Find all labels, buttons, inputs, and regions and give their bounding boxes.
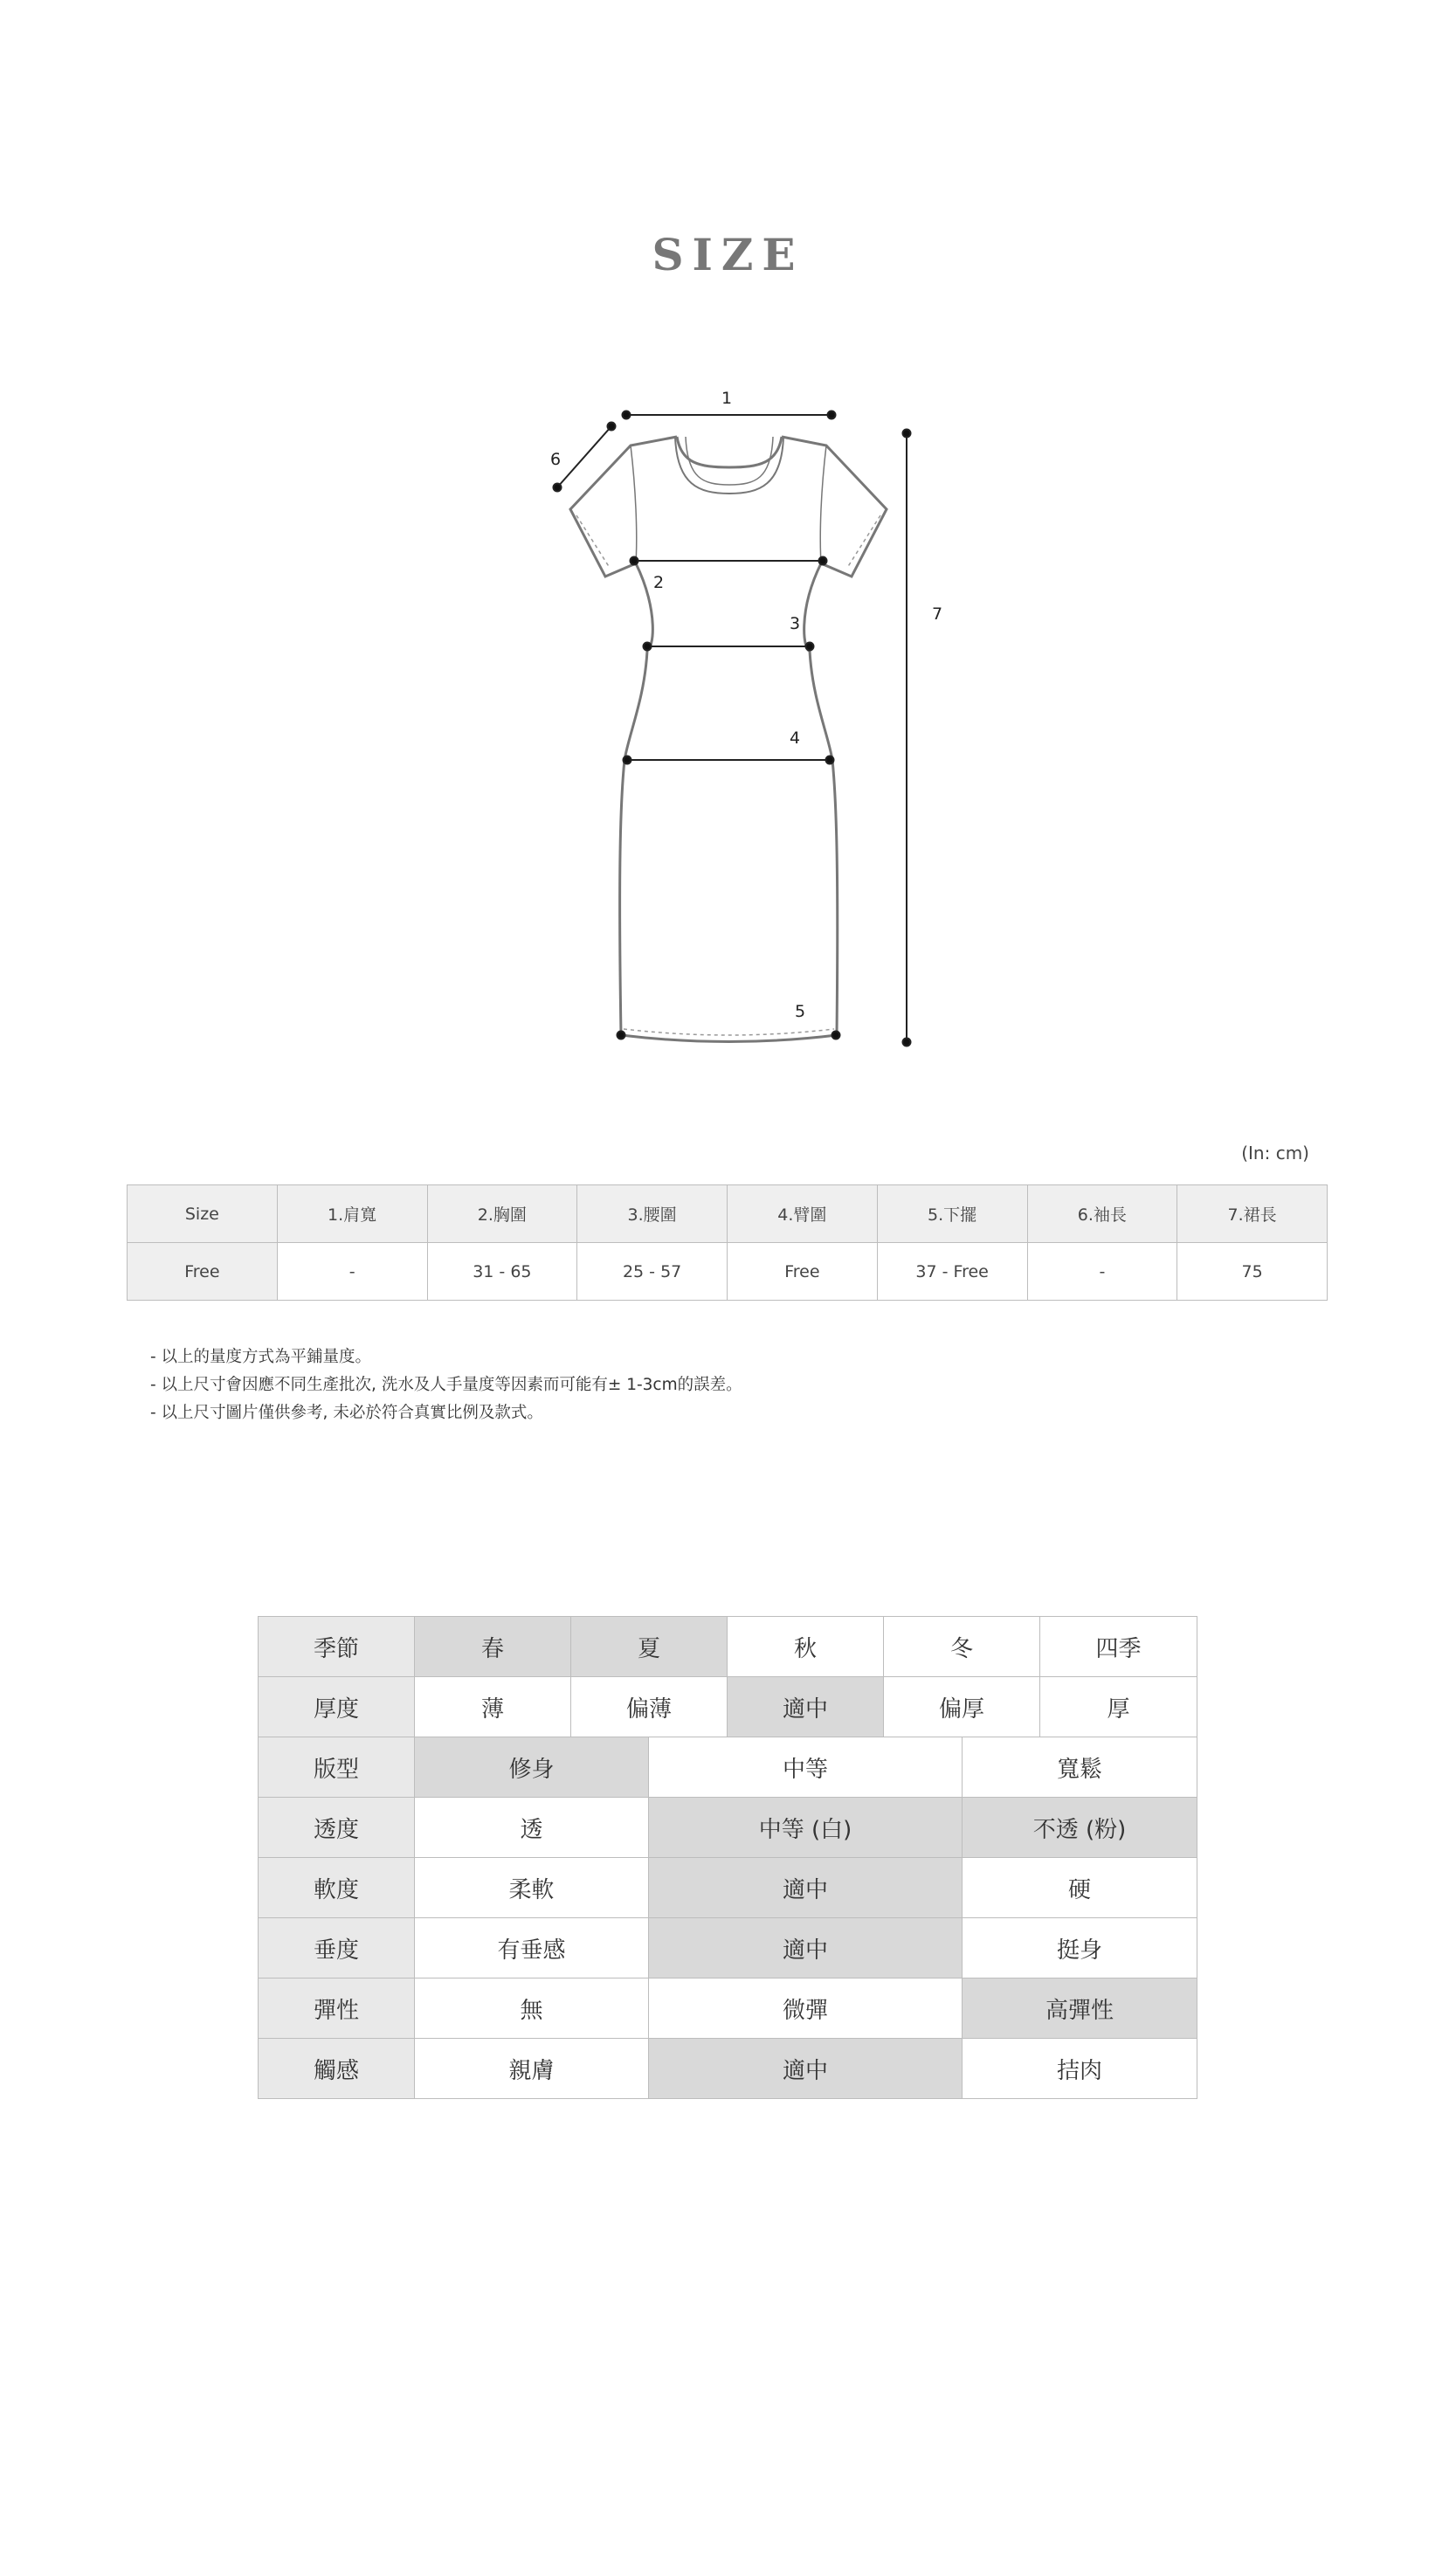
size-header-cell: 1.肩寬	[277, 1185, 427, 1243]
attribute-row	[259, 1858, 1197, 1918]
size-header-cell: 4.臂圍	[728, 1185, 878, 1243]
attribute-option: 柔軟	[415, 1858, 649, 1918]
attribute-label: 彈性	[259, 1978, 415, 2039]
attribute-label: 軟度	[259, 1858, 415, 1918]
page-title: SIZE	[652, 229, 804, 280]
note-line: - 以上尺寸會因應不同生產批次, 洗水及人手量度等因素而可能有± 1-3cm的誤差。	[150, 1376, 742, 1394]
attribute-label: 透度	[259, 1798, 415, 1858]
attribute-option-selected: 中等 (白)	[649, 1798, 963, 1858]
attribute-option-selected: 不透 (粉)	[963, 1798, 1197, 1858]
attribute-option: 偏厚	[884, 1677, 1040, 1737]
attribute-option: 中等	[649, 1737, 963, 1798]
size-cell: 75	[1177, 1243, 1328, 1301]
attribute-option-selected: 適中	[728, 1677, 884, 1737]
measure-dot	[618, 1032, 625, 1039]
attribute-option: 偏薄	[571, 1677, 728, 1737]
sleeve-seam-right	[820, 445, 826, 563]
measure-dot	[903, 1039, 911, 1046]
size-cell: Free	[728, 1243, 878, 1301]
attribute-option: 四季	[1040, 1617, 1197, 1677]
hem-stitch	[624, 1029, 834, 1035]
attribute-label: 垂度	[259, 1918, 415, 1978]
attribute-option: 無	[415, 1978, 649, 2039]
diagram-label-5: 5	[795, 1002, 806, 1021]
dress-measurement-diagram	[0, 367, 1456, 1083]
note-line: - 以上尺寸圖片僅供參考, 未必於符合真實比例及款式。	[150, 1404, 543, 1422]
attribute-row	[259, 2039, 1197, 2099]
note-line: - 以上的量度方式為平鋪量度。	[150, 1348, 372, 1366]
dress-outline	[570, 437, 887, 1042]
size-cell: 37 - Free	[877, 1243, 1027, 1301]
attribute-option-selected: 高彈性	[963, 1978, 1197, 2039]
diagram-label-6: 6	[550, 450, 562, 469]
attribute-row	[259, 1677, 1197, 1737]
diagram-label-7: 7	[932, 604, 943, 624]
attribute-row	[259, 1798, 1197, 1858]
attribute-option-selected: 夏	[571, 1617, 728, 1677]
diagram-label-2: 2	[653, 573, 665, 592]
attribute-option: 微彈	[649, 1978, 963, 2039]
attribute-option: 硬	[963, 1858, 1197, 1918]
fabric-attribute-table	[258, 1616, 1197, 2099]
attribute-option: 拮肉	[963, 2039, 1197, 2099]
attribute-row	[259, 1617, 1197, 1677]
size-table	[127, 1184, 1328, 1301]
measure-dot	[631, 557, 638, 565]
dress-neckline-inner2	[686, 437, 773, 485]
attribute-option: 挺身	[963, 1918, 1197, 1978]
size-cell: 25 - 57	[577, 1243, 728, 1301]
diagram-label-3: 3	[790, 614, 801, 633]
attribute-option-selected: 修身	[415, 1737, 649, 1798]
measurement-notes	[150, 1343, 742, 1427]
measure-dot	[903, 430, 911, 438]
attribute-option: 親膚	[415, 2039, 649, 2099]
size-table-header-row	[128, 1185, 1328, 1243]
attribute-option-selected: 春	[415, 1617, 571, 1677]
attribute-option: 秋	[728, 1617, 884, 1677]
measure-dot	[819, 557, 827, 565]
attribute-label: 觸感	[259, 2039, 415, 2099]
attribute-row	[259, 1737, 1197, 1798]
dress-neckline	[677, 437, 782, 467]
measure-line-6	[557, 426, 611, 487]
sleeve-stitch-right	[847, 515, 880, 568]
size-header-cell: 3.腰圍	[577, 1185, 728, 1243]
attribute-option: 薄	[415, 1677, 571, 1737]
measure-dot	[623, 411, 631, 419]
attribute-label: 季節	[259, 1617, 415, 1677]
size-cell: 31 - 65	[427, 1243, 577, 1301]
attribute-option-selected: 適中	[649, 1918, 963, 1978]
sleeve-stitch-left	[576, 515, 610, 568]
attribute-option: 透	[415, 1798, 649, 1858]
attribute-label: 厚度	[259, 1677, 415, 1737]
attribute-option-selected: 適中	[649, 1858, 963, 1918]
size-header-cell: 6.袖長	[1027, 1185, 1177, 1243]
size-cell: -	[1027, 1243, 1177, 1301]
attribute-option: 有垂感	[415, 1918, 649, 1978]
unit-label: (In: cm)	[1241, 1143, 1309, 1164]
diagram-label-1: 1	[721, 389, 733, 408]
size-header-cell: Size	[128, 1185, 278, 1243]
size-cell: -	[277, 1243, 427, 1301]
size-header-cell: 2.胸圍	[427, 1185, 577, 1243]
measure-dot	[644, 643, 652, 651]
measure-dot	[832, 1032, 840, 1039]
size-header-cell: 7.裙長	[1177, 1185, 1328, 1243]
size-table-row	[128, 1243, 1328, 1301]
measure-dot	[806, 643, 814, 651]
measure-dot	[554, 484, 562, 492]
diagram-label-4: 4	[790, 729, 801, 748]
attribute-option: 冬	[884, 1617, 1040, 1677]
attribute-option: 寬鬆	[963, 1737, 1197, 1798]
measure-dot	[608, 423, 616, 431]
measure-dot	[624, 756, 631, 764]
attribute-row	[259, 1978, 1197, 2039]
attribute-row	[259, 1918, 1197, 1978]
attribute-option-selected: 適中	[649, 2039, 963, 2099]
measure-dot	[828, 411, 836, 419]
attribute-label: 版型	[259, 1737, 415, 1798]
size-cell: Free	[128, 1243, 278, 1301]
size-header-cell: 5.下擺	[877, 1185, 1027, 1243]
attribute-option: 厚	[1040, 1677, 1197, 1737]
measure-dot	[826, 756, 834, 764]
sleeve-seam-left	[631, 445, 637, 563]
